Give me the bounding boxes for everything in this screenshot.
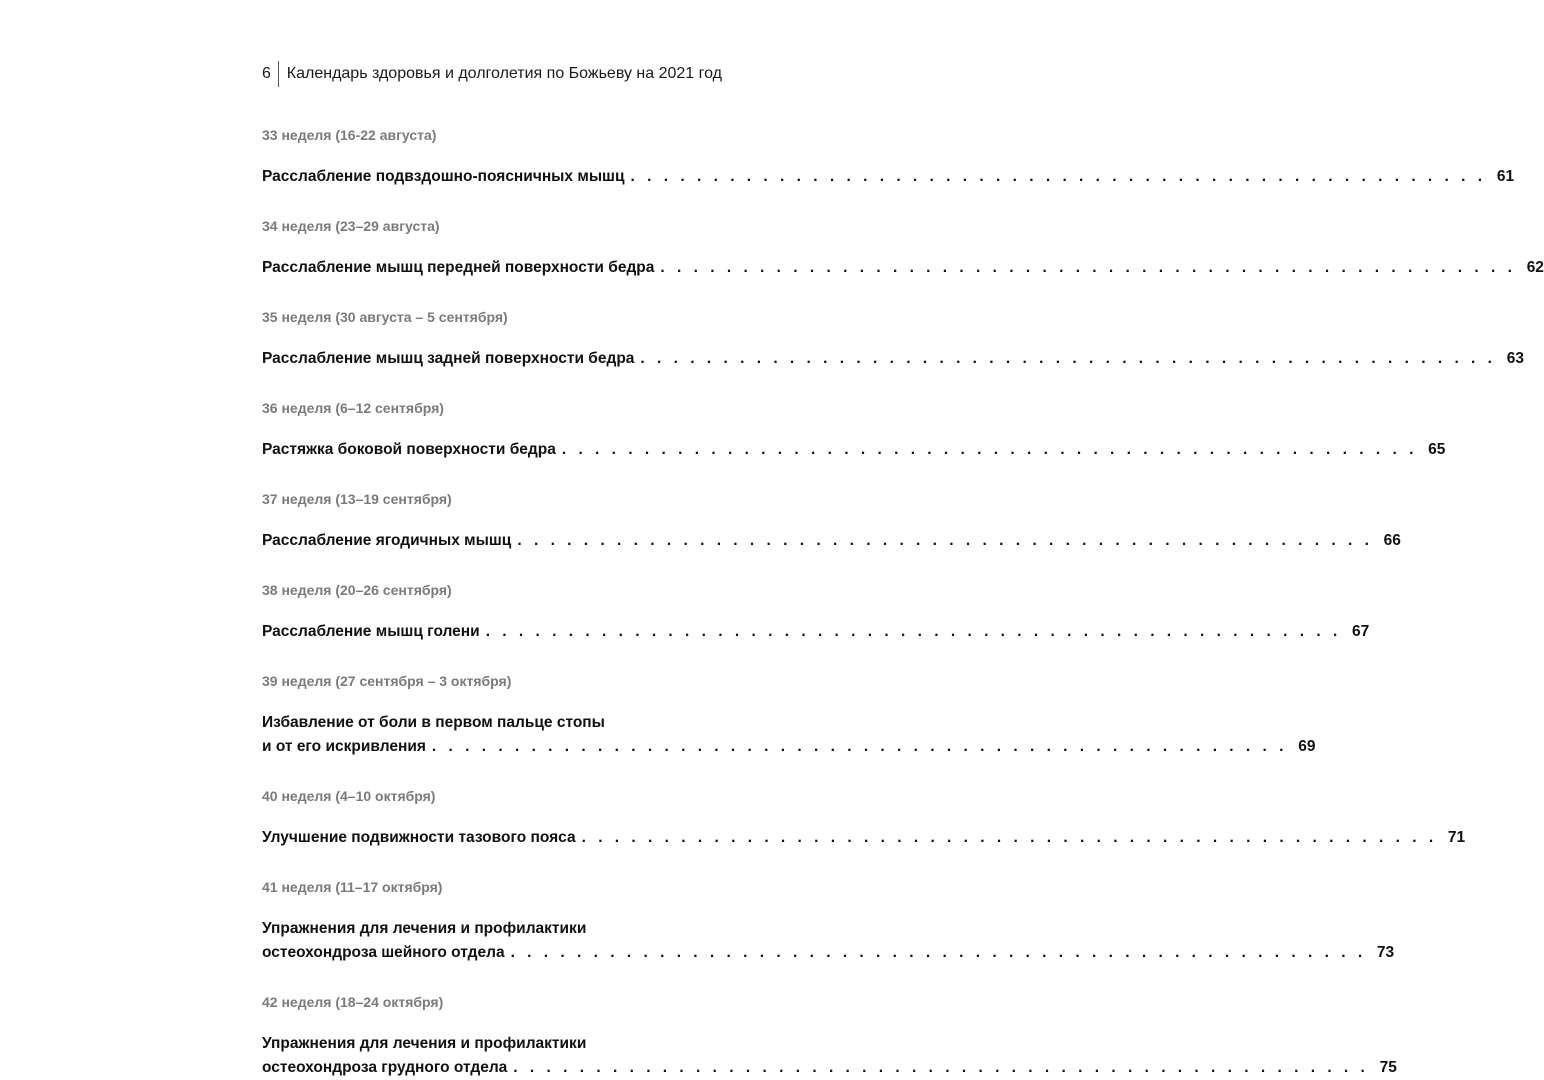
toc-section-week-34 <box>262 215 714 306</box>
dot-leader <box>660 256 1516 280</box>
toc-entry-link[interactable] <box>262 1032 714 1080</box>
running-title: Календарь здоровья и долголетия по Божьеву на 2021 год <box>287 65 722 83</box>
entry-title: Расслабление мышц задней поверхности бедра <box>262 347 634 371</box>
page-ref: 66 <box>1379 529 1401 553</box>
entry-title: Расслабление ягодичных мышц <box>262 529 511 553</box>
week-label: 33 неделя (16-22 августа) <box>262 124 714 146</box>
entry-title: Расслабление мышц передней поверхности бедра <box>262 256 654 280</box>
week-label: 34 неделя (23–29 августа) <box>262 215 714 237</box>
page-header <box>262 60 722 88</box>
entry-title: Расслабление мышц голени <box>262 620 480 644</box>
toc-section-week-41 <box>262 876 714 991</box>
toc-section-week-42 <box>262 991 714 1080</box>
toc-section-week-33 <box>262 124 714 215</box>
week-label: 42 неделя (18–24 октября) <box>262 991 714 1013</box>
toc-section-week-40 <box>262 785 714 876</box>
dot-leader <box>513 1056 1369 1080</box>
page-ref: 75 <box>1375 1056 1397 1080</box>
dot-leader <box>486 620 1342 644</box>
entry-title: Растяжка боковой поверхности бедра <box>262 438 556 462</box>
entry-title: Упражнения для лечения и профилактики <box>262 1032 714 1056</box>
page-ref: 63 <box>1502 347 1524 371</box>
toc-section-week-36 <box>262 397 714 488</box>
week-label: 40 неделя (4–10 октября) <box>262 785 714 807</box>
dot-leader <box>582 826 1438 850</box>
toc-section-week-39 <box>262 670 714 785</box>
dot-leader <box>562 438 1418 462</box>
toc-entry-link[interactable] <box>262 917 714 965</box>
page-ref: 71 <box>1443 826 1465 850</box>
toc-entry-link[interactable] <box>262 529 714 553</box>
page-ref: 73 <box>1372 941 1394 965</box>
page-ref: 62 <box>1522 256 1544 280</box>
week-label: 38 неделя (20–26 сентября) <box>262 579 714 601</box>
dot-leader <box>640 347 1496 371</box>
week-label: 35 неделя (30 августа – 5 сентября) <box>262 306 714 328</box>
dot-leader <box>631 165 1487 189</box>
dot-leader <box>432 735 1288 759</box>
toc-entry-link[interactable] <box>262 620 714 644</box>
toc-entry-link[interactable] <box>262 165 714 189</box>
entry-title: Упражнения для лечения и профилактики <box>262 917 714 941</box>
week-label: 41 неделя (11–17 октября) <box>262 876 714 898</box>
toc-section-week-37 <box>262 488 714 579</box>
dot-leader <box>511 941 1367 965</box>
page-ref: 61 <box>1492 165 1514 189</box>
dot-leader <box>517 529 1373 553</box>
week-label: 37 неделя (13–19 сентября) <box>262 488 714 510</box>
week-label: 36 неделя (6–12 сентября) <box>262 397 714 419</box>
page-ref: 69 <box>1293 735 1315 759</box>
page-ref: 67 <box>1347 620 1369 644</box>
toc-section-week-38 <box>262 579 714 670</box>
entry-title-continued: и от его искривления <box>262 735 426 759</box>
entry-title: Расслабление подвздошно-поясничных мышц <box>262 165 625 189</box>
toc-section-week-35 <box>262 306 714 397</box>
toc-entry-link[interactable] <box>262 256 714 280</box>
toc-entry-link[interactable] <box>262 438 714 462</box>
week-label: 39 неделя (27 сентября – 3 октября) <box>262 670 714 692</box>
entry-title-continued: остеохондроза шейного отдела <box>262 941 505 965</box>
page-ref: 65 <box>1423 438 1445 462</box>
entry-title: Улучшение подвижности тазового пояса <box>262 826 576 850</box>
entry-title-continued: остеохондроза грудного отдела <box>262 1056 507 1080</box>
entry-title: Избавление от боли в первом пальце стопы <box>262 711 714 735</box>
toc-entry-link[interactable] <box>262 711 714 759</box>
toc-entry-link[interactable] <box>262 347 714 371</box>
toc-entry-link[interactable] <box>262 826 714 850</box>
page-number: 6 <box>262 65 278 83</box>
table-of-contents <box>262 124 714 1080</box>
